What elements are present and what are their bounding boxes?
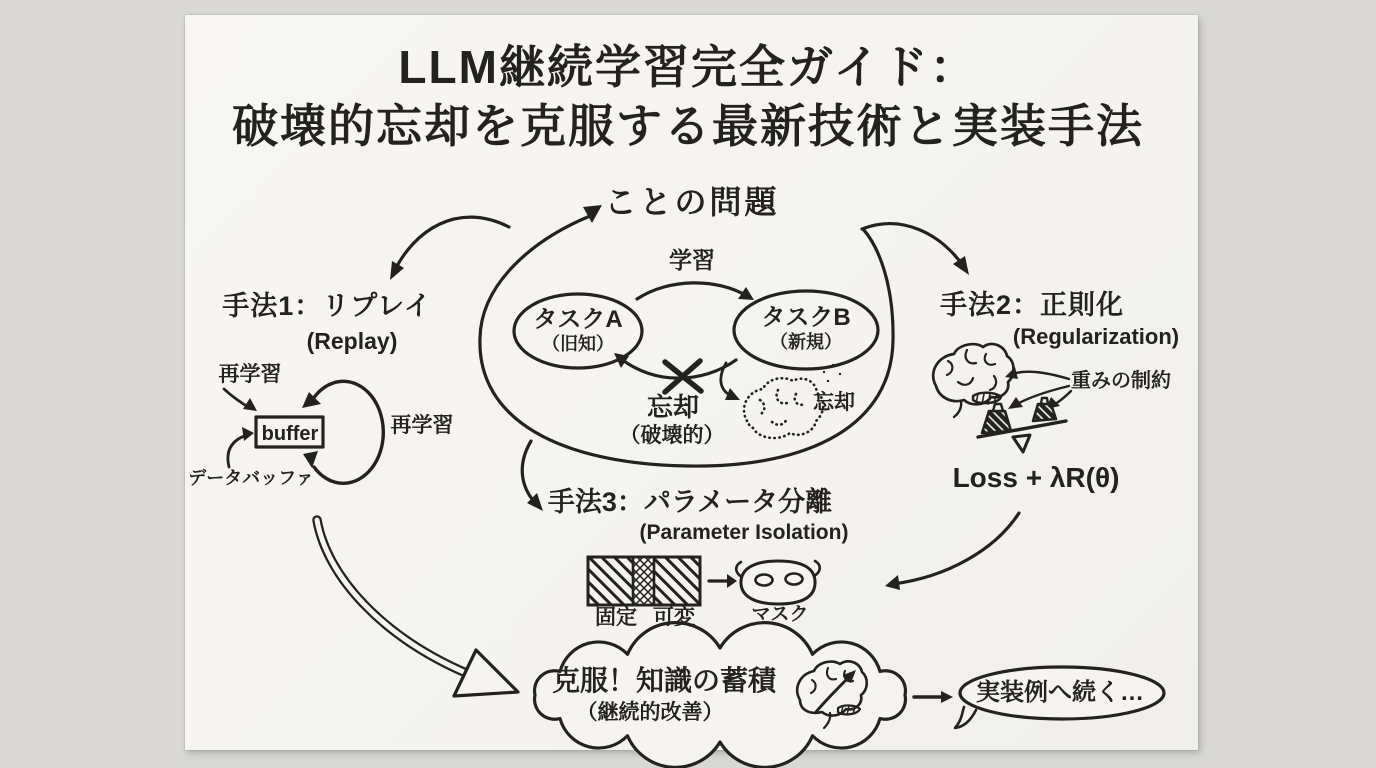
forget-arrow: [614, 353, 736, 378]
method1-title: 手法1：リプレイ: [222, 291, 432, 321]
task-a-name: タスクA: [533, 306, 623, 333]
variable-label: 可変: [653, 606, 695, 629]
data-buffer-label: データバッファ: [188, 468, 314, 488]
arrow-to-method2: [862, 224, 969, 275]
mask-label: マスク: [751, 604, 809, 625]
weight-left: [982, 404, 1011, 433]
relearn-label-top: 再学習: [218, 363, 282, 386]
forgetting-note: （破壊的）: [619, 424, 725, 447]
page-title-line2: 破壊的忘却を克服する最新技術と実装手法: [232, 100, 1144, 152]
loss-to-mask-arrow: [885, 513, 1019, 590]
forgetting-label: 忘却: [646, 392, 700, 422]
arrow-to-forget-brain: [721, 363, 740, 400]
constraint-label: 重みの制約: [1071, 370, 1171, 392]
relearn-arrow: [224, 389, 257, 411]
big-flow-arrow: [317, 520, 518, 696]
method2-title: 手法2：正則化: [939, 290, 1125, 320]
method3-title: 手法3：パラメータ分離: [547, 487, 833, 517]
parameter-bar: [588, 557, 700, 605]
buffer-label: buffer: [261, 423, 319, 445]
outcome-title: 克服！知識の蓄積: [551, 665, 777, 696]
method2-subtitle: (Regularization): [1012, 324, 1180, 349]
mask-icon: [736, 561, 820, 604]
method3-subtitle: (Parameter Isolation): [639, 521, 849, 544]
outcome-subtitle: （継続的改善）: [576, 701, 724, 724]
task-b-name: タスクB: [761, 304, 851, 331]
next-step-label: 実装例へ続く…: [976, 679, 1144, 706]
arrow-to-next: [914, 691, 953, 703]
arrow-to-method1: [390, 217, 509, 280]
arrow-bar-to-mask: [709, 574, 737, 588]
task-b-note: （新規）: [770, 331, 842, 352]
task-b-node: [761, 304, 850, 352]
task-a-note: （旧知）: [542, 333, 614, 354]
page-title-line1: LLM継続学習完全ガイド：: [398, 41, 978, 93]
forget-brain-label: 忘却: [813, 391, 855, 414]
problem-label: ことの問題: [604, 184, 780, 220]
data-buffer-arrow: [228, 427, 254, 467]
variable-strip: [633, 557, 654, 605]
relearn-label-loop: 再学習: [390, 414, 454, 437]
learn-arrow-label: 学習: [669, 247, 715, 273]
task-a-node: [533, 306, 622, 354]
learn-arrow: [637, 283, 754, 300]
fixed-label: 固定: [595, 606, 637, 629]
method1-subtitle: (Replay): [306, 328, 398, 354]
regularization-formula: Loss + λR(θ): [952, 462, 1120, 493]
arrow-to-method3: [522, 441, 543, 511]
